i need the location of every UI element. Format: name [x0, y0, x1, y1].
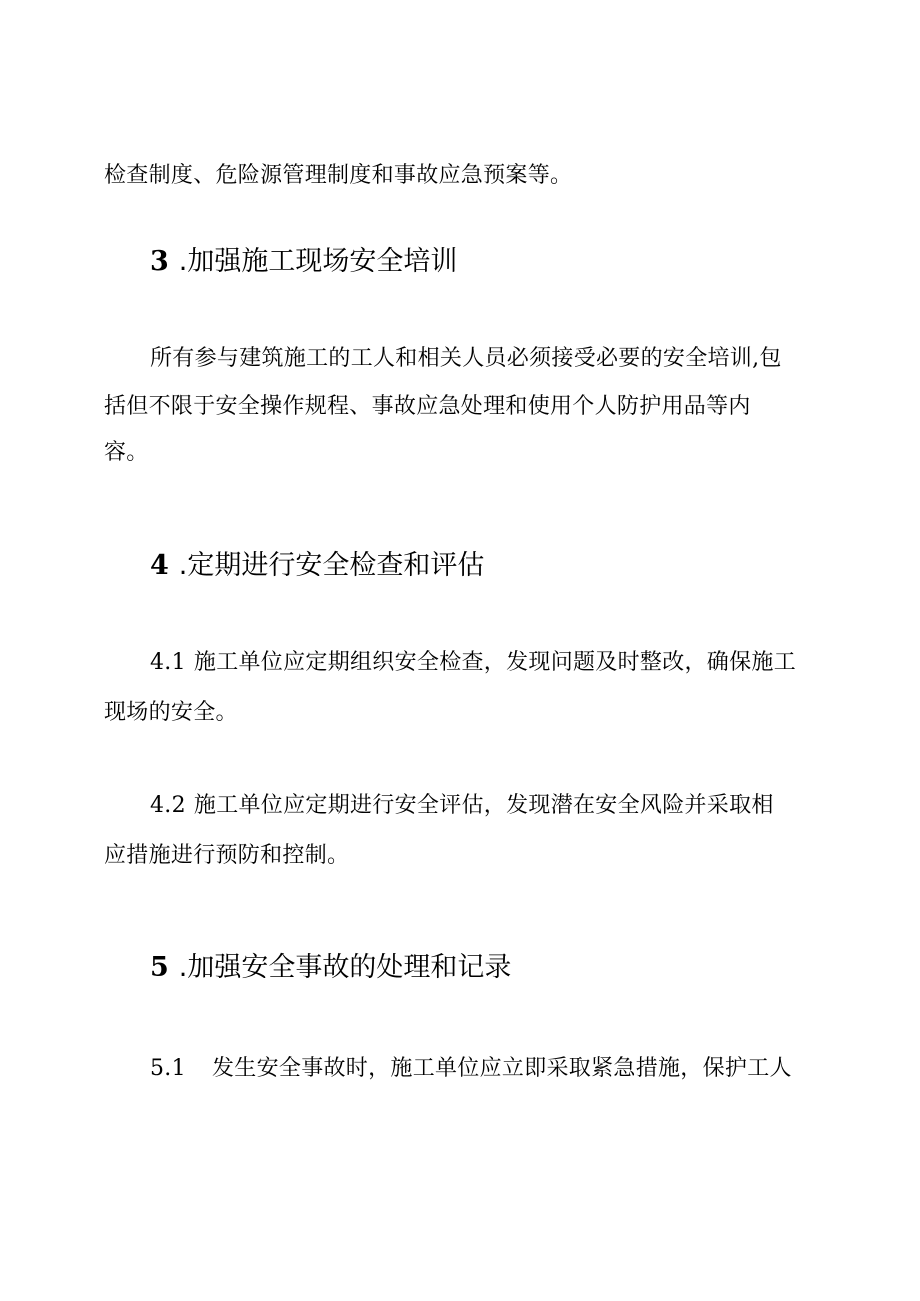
item-text: 施工单位应定期进行安全评估，发现潜在安全风险并采取相	[193, 793, 774, 818]
item-number: 4.2	[150, 793, 186, 818]
text-line: 应措施进行预防和控制。	[104, 843, 350, 868]
text-line: 所有参与建筑施工的工人和相关人员必须接受必要的安全培训,包	[150, 346, 782, 371]
section-title: .定期进行安全检查和评估	[178, 550, 485, 581]
section-number: 3	[150, 246, 169, 277]
section-heading-4	[150, 548, 484, 584]
text-line: 现场的安全。	[104, 700, 238, 725]
section-heading-5	[150, 950, 511, 986]
section-title: .加强安全事故的处理和记录	[178, 952, 512, 983]
section-title: .加强施工现场安全培训	[178, 246, 458, 277]
text-line: 检查制度、危险源管理制度和事故应急预案等。	[104, 163, 573, 188]
section-number: 5	[150, 952, 169, 983]
section-number: 4	[150, 550, 169, 581]
text-line	[150, 790, 866, 822]
item-text: 发生安全事故时，施工单位应立即采取紧急措施，保护工人	[212, 1056, 792, 1081]
item-number: 4.1	[150, 650, 186, 675]
item-number: 5.1	[150, 1056, 186, 1081]
text-line	[150, 1053, 866, 1085]
text-line: 括但不限于安全操作规程、事故应急处理和使用个人防护用品等内	[104, 394, 751, 419]
item-text: 施工单位应定期组织安全检查，发现问题及时整改，确保施工	[193, 650, 796, 675]
section-heading-3	[150, 244, 457, 280]
text-line	[150, 647, 866, 679]
text-line: 容。	[104, 440, 149, 465]
